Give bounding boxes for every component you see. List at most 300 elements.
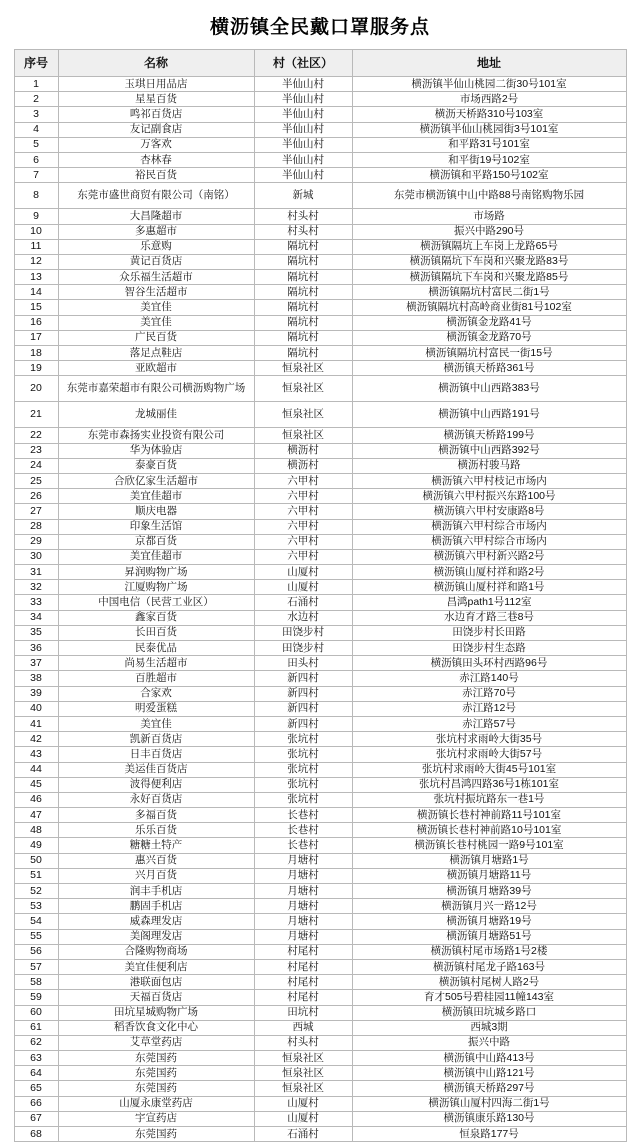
cell-address: 横沥镇田坑城乡路口: [352, 1005, 626, 1020]
cell-village: 田坑村: [254, 1005, 352, 1020]
cell-village: 半仙山村: [254, 168, 352, 183]
cell-address: 横沥镇隔坑村富民一街15号: [352, 346, 626, 361]
cell-address: 横沥镇中山西路383号: [352, 376, 626, 402]
cell-name: 稻香饮食文化中心: [58, 1020, 254, 1035]
cell-name: 兴月百货: [58, 868, 254, 883]
cell-name: 泰豪百货: [58, 458, 254, 473]
table-row: [14, 944, 626, 959]
cell-village: 西城: [254, 1020, 352, 1035]
cell-address: 横沥镇和平路150号102室: [352, 168, 626, 183]
cell-name: 星星百货: [58, 92, 254, 107]
cell-index: 2: [14, 92, 58, 107]
cell-index: 40: [14, 701, 58, 716]
cell-address: 横沥镇月塘路19号: [352, 914, 626, 929]
cell-index: 57: [14, 959, 58, 974]
cell-address: 田饶步村长田路: [352, 625, 626, 640]
cell-address: 育才505号碧桂园11幢143室: [352, 990, 626, 1005]
cell-address: 横沥镇村尾龙子路163号: [352, 959, 626, 974]
cell-name: 永好百货店: [58, 792, 254, 807]
cell-index: 41: [14, 716, 58, 731]
cell-address: 横沥镇中山西路392号: [352, 443, 626, 458]
cell-index: 37: [14, 656, 58, 671]
cell-address: 和平街19号102室: [352, 152, 626, 167]
cell-village: 恒泉社区: [254, 402, 352, 428]
table-row: [14, 254, 626, 269]
cell-index: 47: [14, 808, 58, 823]
cell-address: 恒泉路177号: [352, 1127, 626, 1142]
cell-index: 61: [14, 1020, 58, 1035]
cell-village: 隔坑村: [254, 285, 352, 300]
cell-village: 新四村: [254, 716, 352, 731]
cell-address: 市场路: [352, 209, 626, 224]
cell-index: 21: [14, 402, 58, 428]
cell-address: 横沥镇半仙山桃园街3号101室: [352, 122, 626, 137]
cell-name: 江厦购物广场: [58, 580, 254, 595]
table-row: [14, 777, 626, 792]
table-row: [14, 762, 626, 777]
cell-address: 横沥镇田头环村西路96号: [352, 656, 626, 671]
cell-village: 水边村: [254, 610, 352, 625]
cell-village: 六甲村: [254, 473, 352, 488]
cell-village: 村尾村: [254, 990, 352, 1005]
cell-name: 合欣亿家生活超市: [58, 473, 254, 488]
table-row: [14, 641, 626, 656]
cell-address: 横沥天桥路310号103室: [352, 107, 626, 122]
cell-village: 隔坑村: [254, 254, 352, 269]
cell-address: 横沥镇月塘路39号: [352, 884, 626, 899]
cell-name: 乐乐百货: [58, 823, 254, 838]
cell-index: 25: [14, 473, 58, 488]
cell-address: 西城3期: [352, 1020, 626, 1035]
cell-name: 鹏固手机店: [58, 899, 254, 914]
cell-address: 横沥镇天桥路361号: [352, 361, 626, 376]
page-title: 横沥镇全民戴口罩服务点: [209, 17, 430, 38]
cell-index: 51: [14, 868, 58, 883]
table-row: [14, 458, 626, 473]
cell-name: 美宜佳便利店: [58, 959, 254, 974]
column-header-index: 序号: [14, 50, 58, 77]
cell-name: 东莞国药: [58, 1127, 254, 1142]
cell-village: 石涌村: [254, 595, 352, 610]
table-row: [14, 838, 626, 853]
table-row: [14, 565, 626, 580]
cell-name: 美宜佳超市: [58, 489, 254, 504]
cell-address: 横沥镇隔坑下车岗和兴聚龙路83号: [352, 254, 626, 269]
cell-index: 22: [14, 428, 58, 443]
table-row: [14, 853, 626, 868]
cell-address: 横沥镇六甲村安康路8号: [352, 504, 626, 519]
cell-name: 东莞国药: [58, 1051, 254, 1066]
cell-village: 月塘村: [254, 899, 352, 914]
table-row: [14, 1066, 626, 1081]
cell-index: 45: [14, 777, 58, 792]
cell-name: 惠兴百货: [58, 853, 254, 868]
cell-village: 横沥村: [254, 443, 352, 458]
cell-name: 多惠超市: [58, 224, 254, 239]
cell-address: 张坑村求雨岭大街45号101室: [352, 762, 626, 777]
cell-name: 民泰优品: [58, 641, 254, 656]
cell-name: 印象生活馆: [58, 519, 254, 534]
table-row: [14, 315, 626, 330]
cell-name: 鸣祁百货店: [58, 107, 254, 122]
table-row: [14, 168, 626, 183]
cell-address: 横沥镇山厦村四海二街1号: [352, 1096, 626, 1111]
cell-village: 月塘村: [254, 884, 352, 899]
cell-village: 半仙山村: [254, 122, 352, 137]
cell-index: 28: [14, 519, 58, 534]
cell-village: 月塘村: [254, 929, 352, 944]
table-row: [14, 270, 626, 285]
cell-village: 村头村: [254, 1035, 352, 1050]
cell-index: 34: [14, 610, 58, 625]
table-row: [14, 1081, 626, 1096]
table-row: [14, 1096, 626, 1111]
cell-index: 42: [14, 732, 58, 747]
column-header-address: 地址: [352, 50, 626, 77]
cell-address: 市场西路2号: [352, 92, 626, 107]
cell-index: 48: [14, 823, 58, 838]
cell-name: 润丰手机店: [58, 884, 254, 899]
cell-address: 张坑村昌鸿四路36号1栋101室: [352, 777, 626, 792]
table-row: [14, 1035, 626, 1050]
cell-village: 田饶步村: [254, 641, 352, 656]
cell-index: 4: [14, 122, 58, 137]
table-row: [14, 1127, 626, 1142]
cell-address: 张坑村求雨岭大街35号: [352, 732, 626, 747]
table-row: [14, 549, 626, 564]
cell-village: 隔坑村: [254, 300, 352, 315]
table-row: [14, 330, 626, 345]
cell-village: 新城: [254, 183, 352, 209]
cell-index: 23: [14, 443, 58, 458]
cell-address: 横沥镇月塘路1号: [352, 853, 626, 868]
cell-index: 31: [14, 565, 58, 580]
cell-village: 六甲村: [254, 534, 352, 549]
cell-name: 华为体验店: [58, 443, 254, 458]
cell-address: 横沥镇村尾市场路1号2楼: [352, 944, 626, 959]
cell-village: 恒泉社区: [254, 1051, 352, 1066]
cell-village: 隔坑村: [254, 346, 352, 361]
cell-village: 村头村: [254, 209, 352, 224]
cell-index: 43: [14, 747, 58, 762]
cell-index: 14: [14, 285, 58, 300]
cell-name: 田坑星城购物广场: [58, 1005, 254, 1020]
cell-index: 60: [14, 1005, 58, 1020]
table-row: [14, 580, 626, 595]
cell-index: 9: [14, 209, 58, 224]
cell-name: 合家欢: [58, 686, 254, 701]
cell-name: 龙城丽佳: [58, 402, 254, 428]
table-header-row: [14, 50, 626, 77]
cell-name: 东莞国药: [58, 1066, 254, 1081]
table-row: [14, 732, 626, 747]
cell-village: 月塘村: [254, 868, 352, 883]
cell-address: 张坑村求雨岭大街57号: [352, 747, 626, 762]
cell-village: 隔坑村: [254, 330, 352, 345]
cell-village: 田饶步村: [254, 625, 352, 640]
table-row: [14, 656, 626, 671]
cell-address: 昌鸿path1号112室: [352, 595, 626, 610]
table-row: [14, 959, 626, 974]
cell-index: 5: [14, 137, 58, 152]
cell-village: 山厦村: [254, 1096, 352, 1111]
table-row: [14, 376, 626, 402]
table-row: [14, 610, 626, 625]
cell-name: 美宜佳: [58, 716, 254, 731]
cell-address: 张坑村振坑路东一巷1号: [352, 792, 626, 807]
cell-index: 15: [14, 300, 58, 315]
table-row: [14, 428, 626, 443]
table-row: [14, 899, 626, 914]
cell-name: 京都百货: [58, 534, 254, 549]
cell-name: 美运佳百货店: [58, 762, 254, 777]
cell-village: 恒泉社区: [254, 376, 352, 402]
cell-index: 55: [14, 929, 58, 944]
cell-village: 山厦村: [254, 580, 352, 595]
cell-index: 33: [14, 595, 58, 610]
column-header-village: 村（社区）: [254, 50, 352, 77]
table-row: [14, 107, 626, 122]
cell-name: 多福百货: [58, 808, 254, 823]
cell-index: 20: [14, 376, 58, 402]
cell-name: 威森理发店: [58, 914, 254, 929]
cell-name: 大昌隆超市: [58, 209, 254, 224]
cell-address: 横沥镇六甲村综合市场内: [352, 519, 626, 534]
cell-name: 顺庆电器: [58, 504, 254, 519]
table-row: [14, 671, 626, 686]
cell-village: 长巷村: [254, 838, 352, 853]
cell-village: 张坑村: [254, 732, 352, 747]
cell-index: 30: [14, 549, 58, 564]
table-row: [14, 183, 626, 209]
cell-address: 横沥镇山厦村祥和路2号: [352, 565, 626, 580]
table-row: [14, 489, 626, 504]
cell-address: 横沥镇六甲村综合市场内: [352, 534, 626, 549]
table-row: [14, 914, 626, 929]
table-row: [14, 346, 626, 361]
cell-address: 赤江路70号: [352, 686, 626, 701]
cell-village: 六甲村: [254, 504, 352, 519]
cell-village: 恒泉社区: [254, 1081, 352, 1096]
table-row: [14, 209, 626, 224]
cell-name: 万客欢: [58, 137, 254, 152]
cell-address: 横沥镇六甲村新兴路2号: [352, 549, 626, 564]
cell-name: 美宜佳超市: [58, 549, 254, 564]
cell-village: 长巷村: [254, 808, 352, 823]
cell-village: 横沥村: [254, 458, 352, 473]
cell-name: 东莞市盛世商贸有限公司（南铭）: [58, 183, 254, 209]
cell-village: 六甲村: [254, 549, 352, 564]
cell-name: 众乐福生活超市: [58, 270, 254, 285]
cell-village: 六甲村: [254, 489, 352, 504]
cell-address: 田饶步村生态路: [352, 641, 626, 656]
cell-name: 鑫家百货: [58, 610, 254, 625]
table-row: [14, 137, 626, 152]
cell-index: 52: [14, 884, 58, 899]
table-row: [14, 686, 626, 701]
cell-address: 赤江路57号: [352, 716, 626, 731]
table-row: [14, 595, 626, 610]
cell-address: 横沥镇长巷村桃园一路9号101室: [352, 838, 626, 853]
cell-name: 山厦永康堂药店: [58, 1096, 254, 1111]
cell-address: 东莞市横沥镇中山中路88号南铭购物乐园: [352, 183, 626, 209]
cell-index: 44: [14, 762, 58, 777]
cell-name: 广民百货: [58, 330, 254, 345]
cell-name: 友记副食店: [58, 122, 254, 137]
cell-index: 53: [14, 899, 58, 914]
table-row: [14, 152, 626, 167]
cell-address: 横沥镇隔坑上车岗上龙路65号: [352, 239, 626, 254]
cell-address: 横沥村骏马路: [352, 458, 626, 473]
cell-index: 68: [14, 1127, 58, 1142]
table-row: [14, 975, 626, 990]
cell-address: 振兴中路: [352, 1035, 626, 1050]
table-row: [14, 92, 626, 107]
cell-address: 和平路31号101室: [352, 137, 626, 152]
cell-village: 长巷村: [254, 823, 352, 838]
cell-address: 横沥镇隔坑村高岭商业街81号102室: [352, 300, 626, 315]
cell-address: 横沥镇隔坑村富民二街1号: [352, 285, 626, 300]
cell-address: 横沥镇康乐路130号: [352, 1111, 626, 1126]
cell-village: 新四村: [254, 686, 352, 701]
cell-name: 乐意购: [58, 239, 254, 254]
table-row: [14, 823, 626, 838]
cell-name: 长田百货: [58, 625, 254, 640]
cell-index: 32: [14, 580, 58, 595]
cell-village: 田头村: [254, 656, 352, 671]
cell-village: 山厦村: [254, 1111, 352, 1126]
table-row: [14, 929, 626, 944]
table-row: [14, 361, 626, 376]
cell-village: 月塘村: [254, 914, 352, 929]
cell-name: 糖糖土特产: [58, 838, 254, 853]
cell-address: 横沥镇长巷村神前路10号101室: [352, 823, 626, 838]
cell-index: 7: [14, 168, 58, 183]
cell-address: 横沥镇隔坑下车岗和兴聚龙路85号: [352, 270, 626, 285]
cell-address: 横沥镇天桥路199号: [352, 428, 626, 443]
cell-index: 16: [14, 315, 58, 330]
cell-name: 美阁理发店: [58, 929, 254, 944]
cell-address: 横沥镇中山路413号: [352, 1051, 626, 1066]
cell-village: 隔坑村: [254, 239, 352, 254]
cell-village: 山厦村: [254, 565, 352, 580]
table-row: [14, 808, 626, 823]
cell-index: 8: [14, 183, 58, 209]
table-header: [14, 50, 626, 77]
table-row: [14, 534, 626, 549]
cell-index: 58: [14, 975, 58, 990]
table-row: [14, 1020, 626, 1035]
cell-village: 石涌村: [254, 1127, 352, 1142]
cell-index: 26: [14, 489, 58, 504]
cell-name: 昇润购物广场: [58, 565, 254, 580]
table-row: [14, 504, 626, 519]
cell-address: 横沥镇半仙山桃园二街30号101室: [352, 77, 626, 92]
cell-address: 横沥镇月塘路11号: [352, 868, 626, 883]
cell-index: 17: [14, 330, 58, 345]
cell-index: 27: [14, 504, 58, 519]
cell-village: 半仙山村: [254, 92, 352, 107]
table-row: [14, 402, 626, 428]
cell-address: 横沥镇中山路121号: [352, 1066, 626, 1081]
cell-address: 横沥镇天桥路297号: [352, 1081, 626, 1096]
cell-name: 凯新百货店: [58, 732, 254, 747]
cell-index: 18: [14, 346, 58, 361]
cell-name: 中国电信（民营工业区）: [58, 595, 254, 610]
cell-village: 村尾村: [254, 944, 352, 959]
cell-name: 天福百货店: [58, 990, 254, 1005]
cell-name: 玉琪日用品店: [58, 77, 254, 92]
table-row: [14, 625, 626, 640]
cell-index: 36: [14, 641, 58, 656]
cell-index: 66: [14, 1096, 58, 1111]
table-row: [14, 77, 626, 92]
cell-name: 百胜超市: [58, 671, 254, 686]
cell-address: 横沥镇月兴一路12号: [352, 899, 626, 914]
cell-index: 54: [14, 914, 58, 929]
cell-index: 59: [14, 990, 58, 1005]
table-row: [14, 701, 626, 716]
cell-index: 13: [14, 270, 58, 285]
cell-index: 1: [14, 77, 58, 92]
cell-village: 新四村: [254, 701, 352, 716]
cell-village: 半仙山村: [254, 152, 352, 167]
cell-index: 56: [14, 944, 58, 959]
table-row: [14, 868, 626, 883]
cell-name: 明爱蛋糕: [58, 701, 254, 716]
cell-index: 38: [14, 671, 58, 686]
cell-name: 裕民百货: [58, 168, 254, 183]
cell-address: 横沥镇金龙路41号: [352, 315, 626, 330]
table-row: [14, 884, 626, 899]
cell-index: 65: [14, 1081, 58, 1096]
cell-address: 横沥镇金龙路70号: [352, 330, 626, 345]
cell-village: 隔坑村: [254, 315, 352, 330]
cell-index: 63: [14, 1051, 58, 1066]
cell-address: 水边育才路三巷8号: [352, 610, 626, 625]
table-row: [14, 990, 626, 1005]
cell-index: 11: [14, 239, 58, 254]
cell-village: 张坑村: [254, 762, 352, 777]
cell-name: 尚易生活超市: [58, 656, 254, 671]
cell-village: 村尾村: [254, 959, 352, 974]
cell-address: 横沥镇村尾树人路2号: [352, 975, 626, 990]
cell-name: 波得便利店: [58, 777, 254, 792]
table-row: [14, 1005, 626, 1020]
cell-address: 横沥镇长巷村神前路11号101室: [352, 808, 626, 823]
table-row: [14, 122, 626, 137]
cell-village: 村头村: [254, 224, 352, 239]
table-row: [14, 473, 626, 488]
table-row: [14, 300, 626, 315]
cell-address: 赤江路140号: [352, 671, 626, 686]
table-row: [14, 285, 626, 300]
service-points-table: [14, 49, 627, 1142]
cell-index: 62: [14, 1035, 58, 1050]
cell-village: 张坑村: [254, 792, 352, 807]
cell-village: 新四村: [254, 671, 352, 686]
cell-index: 49: [14, 838, 58, 853]
cell-index: 10: [14, 224, 58, 239]
cell-village: 恒泉社区: [254, 361, 352, 376]
cell-village: 隔坑村: [254, 270, 352, 285]
table-row: [14, 224, 626, 239]
column-header-name: 名称: [58, 50, 254, 77]
cell-name: 亚欧超市: [58, 361, 254, 376]
cell-address: 横沥镇六甲村枝记市场内: [352, 473, 626, 488]
table-row: [14, 443, 626, 458]
cell-name: 艾草堂药店: [58, 1035, 254, 1050]
